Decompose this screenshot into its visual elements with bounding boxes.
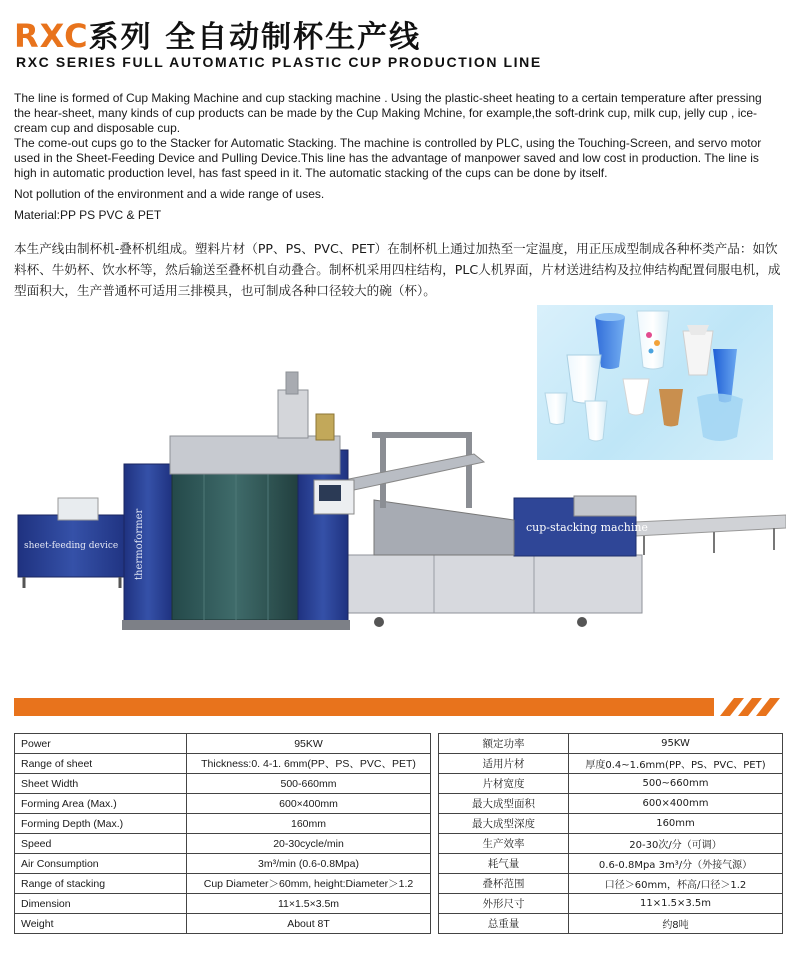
spec-label: 最大成型深度: [439, 814, 569, 834]
spec-value: 95KW: [569, 734, 783, 754]
spec-row: [439, 814, 783, 834]
spec-value: 0.6-0.8Mpa 3m³/分（外接气源）: [569, 854, 783, 874]
spec-value: 160mm: [187, 814, 431, 834]
spec-value: 11×1.5×3.5m: [569, 894, 783, 914]
spec-row: [439, 834, 783, 854]
production-line-illustration: [14, 370, 786, 638]
spec-label: Range of sheet: [15, 754, 187, 774]
stacker-label: cup-stacking machine: [526, 521, 648, 534]
page-title-cn: [14, 12, 422, 55]
spec-value: Thickness:0. 4-1. 6mm(PP、PS、PVC、PET): [187, 754, 431, 774]
brand-name: RXC: [14, 17, 89, 55]
spec-value: 口径＞60mm，杯高/口径＞1.2: [569, 874, 783, 894]
spec-row: [439, 754, 783, 774]
spec-table-en: [14, 733, 431, 934]
intro-paragraph-3: Not pollution of the environment and a wide range of uses.: [14, 187, 325, 201]
spec-value: 500-660mm: [187, 774, 431, 794]
spec-value: 20-30次/分（可调）: [569, 834, 783, 854]
title-cn-text: 系列 全自动制杯生产线: [88, 20, 422, 55]
spec-value: Cup Diameter＞60mm, height:Diameter＞1.2: [187, 874, 431, 894]
intro-paragraph-2: The come-out cups go to the Stacker for Automatic Stacking. The machine is controlled by PLC, using the Touching-Screen, and servo motor used in the Sheet-Feeding Device and Pulling Device.This line has the advantage of manpower saved and low cost in production. The line is high in automatic production level, has fast speed in it. The automatic stacking of the cups can be done by itself.: [14, 136, 762, 180]
spec-row: [15, 854, 431, 874]
spec-row: [439, 894, 783, 914]
spec-row: [15, 794, 431, 814]
spec-row: [15, 914, 431, 934]
spec-label: Speed: [15, 834, 187, 854]
page-title-en: RXC SERIES FULL AUTOMATIC PLASTIC CUP PRODUCTION LINE: [16, 54, 542, 70]
spec-row: [15, 834, 431, 854]
thermoformer-label: thermoformer: [134, 508, 145, 580]
spec-value: 11×1.5×3.5m: [187, 894, 431, 914]
spec-value: 95KW: [187, 734, 431, 754]
spec-value: 600×400mm: [187, 794, 431, 814]
spec-label: 最大成型面积: [439, 794, 569, 814]
spec-value: 厚度0.4~1.6mm(PP、PS、PVC、PET): [569, 754, 783, 774]
spec-label: 片材宽度: [439, 774, 569, 794]
spec-value: 20-30cycle/min: [187, 834, 431, 854]
spec-label: 耗气量: [439, 854, 569, 874]
cn-description: 本生产线由制杯机-叠杯机组成。塑料片材（PP、PS、PVC、PET）在制杯机上通过加热至一定温度，用正压成型制成各种杯类产品：如饮料杯、牛奶杯、饮水杯等，然后输送至叠杯机自动叠合。制杯机采用四柱结构，PLC人机界面，片材送进结构及拉伸结构配置伺服电机，成型面积大，生产普通杯可适用三排模具，也可制成各种口径较大的碗（杯）。: [14, 241, 781, 298]
intro-paragraph-1: The line is formed of Cup Making Machine and cup stacking machine . Using the plastic-sheet heating to a certain temperature after pressing the hear-sheet, many kinds of cup products can be made by the Cup Making Mchine, for example,the soft-drink cup, milk cup, jelly cup , ice-cream cup and disposable cup.: [14, 91, 762, 135]
spec-row: [15, 774, 431, 794]
spec-row: [15, 814, 431, 834]
spec-value: 600×400mm: [569, 794, 783, 814]
spec-table-cn: [438, 733, 783, 934]
spec-label: 生产效率: [439, 834, 569, 854]
spec-value: 160mm: [569, 814, 783, 834]
spec-label: Dimension: [15, 894, 187, 914]
spec-row: [439, 794, 783, 814]
spec-value: 3m³/min (0.6-0.8Mpa): [187, 854, 431, 874]
spec-row: [15, 734, 431, 754]
spec-label: Sheet Width: [15, 774, 187, 794]
spec-value: 约8吨: [569, 914, 783, 934]
spec-value: 500~660mm: [569, 774, 783, 794]
feeding-label: sheet-feeding device: [24, 541, 119, 551]
spec-label: 叠杯范围: [439, 874, 569, 894]
spec-label: 额定功率: [439, 734, 569, 754]
spec-label: 总重量: [439, 914, 569, 934]
intro-text: [14, 91, 780, 223]
spec-row: [439, 854, 783, 874]
machine-drawing: [14, 370, 786, 638]
spec-label: Forming Area (Max.): [15, 794, 187, 814]
spec-label: Weight: [15, 914, 187, 934]
spec-row: [15, 754, 431, 774]
spec-row: [439, 914, 783, 934]
spec-label: 外形尺寸: [439, 894, 569, 914]
spec-row: [439, 734, 783, 754]
spec-label: Air Consumption: [15, 854, 187, 874]
spec-row: [15, 874, 431, 894]
spec-label: Power: [15, 734, 187, 754]
spec-label: Range of stacking: [15, 874, 187, 894]
spec-value: About 8T: [187, 914, 431, 934]
spec-label: Forming Depth (Max.): [15, 814, 187, 834]
material-line: Material:PP PS PVC & PET: [14, 208, 162, 222]
orange-divider-band: [14, 698, 780, 716]
spec-label: 适用片材: [439, 754, 569, 774]
spec-row: [15, 894, 431, 914]
spec-row: [439, 874, 783, 894]
spec-row: [439, 774, 783, 794]
